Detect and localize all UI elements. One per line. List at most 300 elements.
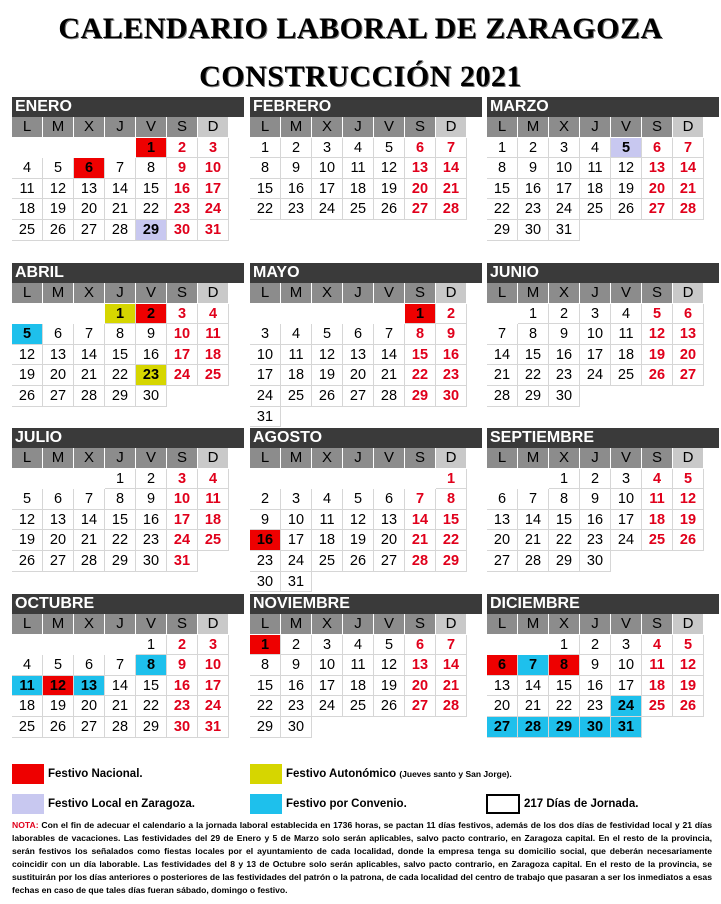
day-cell: 16 bbox=[167, 676, 198, 697]
day-cell: 28 bbox=[405, 551, 436, 572]
day-cell: 30 bbox=[580, 717, 611, 738]
day-cell: 1 bbox=[105, 469, 136, 490]
day-cell: 21 bbox=[436, 179, 467, 200]
day-cell: 8 bbox=[549, 655, 580, 676]
day-cell: 16 bbox=[136, 510, 167, 531]
legend-sublabel: (Jueves santo y San Jorge). bbox=[399, 769, 512, 779]
day-cell: 22 bbox=[136, 696, 167, 717]
weekday-header: S bbox=[405, 614, 436, 635]
day-cell: 7 bbox=[436, 138, 467, 159]
day-cell: 17 bbox=[250, 365, 281, 386]
weekday-header: J bbox=[343, 614, 374, 635]
day-cell: 13 bbox=[74, 179, 105, 200]
month-name: MAYO bbox=[250, 263, 482, 283]
weekday-header: S bbox=[167, 614, 198, 635]
weekday-header: X bbox=[74, 614, 105, 635]
day-cell: 18 bbox=[642, 676, 673, 697]
day-cell: 16 bbox=[250, 530, 281, 551]
weekday-header: V bbox=[611, 448, 642, 469]
month-agosto bbox=[250, 428, 482, 592]
weekday-header: J bbox=[580, 117, 611, 138]
weekday-header: S bbox=[405, 283, 436, 304]
day-cell: 14 bbox=[518, 510, 549, 531]
day-cell: 3 bbox=[198, 635, 229, 656]
day-cell: 1 bbox=[549, 635, 580, 656]
day-cell: 12 bbox=[43, 676, 74, 697]
day-cell: 5 bbox=[12, 324, 43, 345]
weekday-header: X bbox=[74, 117, 105, 138]
day-cell: 5 bbox=[43, 655, 74, 676]
month-days-grid bbox=[250, 117, 482, 220]
weekday-header: D bbox=[198, 283, 229, 304]
weekday-header: S bbox=[167, 283, 198, 304]
day-cell: 13 bbox=[374, 510, 405, 531]
empty-cell bbox=[250, 469, 281, 490]
legend-festivo-local bbox=[12, 794, 195, 814]
day-cell: 24 bbox=[250, 386, 281, 407]
empty-cell bbox=[374, 469, 405, 490]
day-cell: 4 bbox=[343, 138, 374, 159]
day-cell: 8 bbox=[405, 324, 436, 345]
day-cell: 29 bbox=[436, 551, 467, 572]
day-cell: 24 bbox=[312, 696, 343, 717]
month-days-grid bbox=[12, 283, 244, 407]
weekday-header: X bbox=[74, 283, 105, 304]
day-cell: 28 bbox=[673, 199, 704, 220]
day-cell: 9 bbox=[281, 655, 312, 676]
day-cell: 16 bbox=[518, 179, 549, 200]
day-cell: 17 bbox=[167, 510, 198, 531]
day-cell: 20 bbox=[405, 676, 436, 697]
day-cell: 16 bbox=[580, 510, 611, 531]
day-cell: 8 bbox=[105, 324, 136, 345]
day-cell: 6 bbox=[74, 158, 105, 179]
empty-cell bbox=[281, 469, 312, 490]
day-cell: 19 bbox=[611, 179, 642, 200]
day-cell: 19 bbox=[312, 365, 343, 386]
festivo-convenio-swatch bbox=[250, 794, 282, 814]
day-cell: 12 bbox=[43, 179, 74, 200]
day-cell: 28 bbox=[74, 386, 105, 407]
day-cell: 14 bbox=[74, 510, 105, 531]
month-name: AGOSTO bbox=[250, 428, 482, 448]
day-cell: 19 bbox=[43, 199, 74, 220]
day-cell: 25 bbox=[642, 696, 673, 717]
weekday-header: D bbox=[436, 614, 467, 635]
day-cell: 22 bbox=[549, 530, 580, 551]
day-cell: 14 bbox=[74, 345, 105, 366]
month-days-grid bbox=[487, 448, 719, 572]
day-cell: 10 bbox=[198, 158, 229, 179]
day-cell: 16 bbox=[136, 345, 167, 366]
day-cell: 5 bbox=[343, 489, 374, 510]
day-cell: 26 bbox=[12, 386, 43, 407]
day-cell: 9 bbox=[167, 655, 198, 676]
day-cell: 25 bbox=[12, 220, 43, 241]
day-cell: 7 bbox=[487, 324, 518, 345]
day-cell: 5 bbox=[673, 635, 704, 656]
weekday-header: M bbox=[518, 614, 549, 635]
day-cell: 2 bbox=[281, 138, 312, 159]
day-cell: 17 bbox=[611, 676, 642, 697]
day-cell: 24 bbox=[611, 696, 642, 717]
day-cell: 10 bbox=[549, 158, 580, 179]
day-cell: 8 bbox=[136, 158, 167, 179]
day-cell: 10 bbox=[312, 655, 343, 676]
weekday-header: L bbox=[487, 614, 518, 635]
day-cell: 29 bbox=[136, 717, 167, 738]
day-cell: 3 bbox=[312, 635, 343, 656]
empty-cell bbox=[487, 635, 518, 656]
day-cell: 7 bbox=[673, 138, 704, 159]
footnote-text: Con el fin de adecuar el calendario a la jornada laboral establecida en 1736 horas, se pactan 11 días festivos, además de los dos días de festividad local y 21 días laborables de vacaciones. Las festividades del 29 de Enero y 5 de Marzo solo serán aplicables, salvo pacto contrario, en Zaragoza capital. En el resto de la provincia, serán festivos los señalados como fiestas locales por el ayuntamiento de cada localidad, donde la empresa tenga su domicilio social, que deberán necesariamente coincidir con un día laborable. Las festividades del 8 y 13 de Octubre solo serán aplicables, salvo pacto contrario, en Zaragoza capital. En el resto de la provincia, se sustituirán por los días anteriores o posteriores de las festividades del patrón o la patrona, de cada localidad del centro de trabajo que pasaran a ser los inmediatos a esas fechas en caso de que tales días fueran sábado, domingo o festivo. bbox=[12, 820, 712, 895]
day-cell: 16 bbox=[436, 345, 467, 366]
day-cell: 19 bbox=[673, 676, 704, 697]
day-cell: 9 bbox=[136, 489, 167, 510]
day-cell: 22 bbox=[250, 199, 281, 220]
day-cell: 1 bbox=[518, 304, 549, 325]
day-cell: 3 bbox=[611, 635, 642, 656]
day-cell: 4 bbox=[642, 635, 673, 656]
day-cell: 16 bbox=[167, 179, 198, 200]
day-cell: 2 bbox=[436, 304, 467, 325]
day-cell: 8 bbox=[250, 655, 281, 676]
day-cell: 31 bbox=[250, 407, 281, 428]
day-cell: 13 bbox=[487, 676, 518, 697]
day-cell: 1 bbox=[250, 138, 281, 159]
day-cell: 18 bbox=[12, 199, 43, 220]
day-cell: 6 bbox=[642, 138, 673, 159]
day-cell: 13 bbox=[74, 676, 105, 697]
day-cell: 27 bbox=[405, 696, 436, 717]
day-cell: 25 bbox=[611, 365, 642, 386]
empty-cell bbox=[12, 304, 43, 325]
day-cell: 23 bbox=[281, 696, 312, 717]
day-cell: 12 bbox=[611, 158, 642, 179]
month-marzo bbox=[487, 97, 719, 241]
day-cell: 24 bbox=[198, 696, 229, 717]
day-cell: 25 bbox=[343, 696, 374, 717]
weekday-header: M bbox=[43, 614, 74, 635]
day-cell: 30 bbox=[250, 572, 281, 593]
legend-festivo-convenio bbox=[250, 794, 407, 814]
page-subtitle: CONSTRUCCIÓN 2021 bbox=[199, 60, 522, 93]
day-cell: 30 bbox=[580, 551, 611, 572]
day-cell: 9 bbox=[549, 324, 580, 345]
day-cell: 5 bbox=[43, 158, 74, 179]
day-cell: 25 bbox=[642, 530, 673, 551]
day-cell: 7 bbox=[105, 655, 136, 676]
weekday-header: M bbox=[518, 448, 549, 469]
empty-cell bbox=[518, 635, 549, 656]
weekday-header: X bbox=[312, 448, 343, 469]
day-cell: 23 bbox=[580, 530, 611, 551]
weekday-header: L bbox=[250, 448, 281, 469]
day-cell: 13 bbox=[343, 345, 374, 366]
weekday-header: X bbox=[549, 448, 580, 469]
day-cell: 26 bbox=[374, 199, 405, 220]
empty-cell bbox=[43, 138, 74, 159]
day-cell: 22 bbox=[250, 696, 281, 717]
day-cell: 4 bbox=[198, 469, 229, 490]
day-cell: 14 bbox=[518, 676, 549, 697]
empty-cell bbox=[12, 635, 43, 656]
day-cell: 3 bbox=[580, 304, 611, 325]
day-cell: 4 bbox=[580, 138, 611, 159]
day-cell: 26 bbox=[374, 696, 405, 717]
empty-cell bbox=[74, 635, 105, 656]
day-cell: 22 bbox=[549, 696, 580, 717]
day-cell: 10 bbox=[611, 489, 642, 510]
weekday-header: D bbox=[673, 117, 704, 138]
weekday-header: D bbox=[673, 448, 704, 469]
empty-cell bbox=[250, 304, 281, 325]
day-cell: 24 bbox=[198, 199, 229, 220]
empty-cell bbox=[343, 469, 374, 490]
day-cell: 13 bbox=[642, 158, 673, 179]
day-cell: 18 bbox=[343, 676, 374, 697]
legend-label: Festivo por Convenio. bbox=[286, 798, 407, 810]
day-cell: 7 bbox=[374, 324, 405, 345]
empty-cell bbox=[43, 635, 74, 656]
day-cell: 14 bbox=[374, 345, 405, 366]
weekday-header: J bbox=[105, 117, 136, 138]
day-cell: 19 bbox=[374, 179, 405, 200]
day-cell: 30 bbox=[167, 220, 198, 241]
weekday-header: D bbox=[436, 283, 467, 304]
legend-label: 217 Días de Jornada. bbox=[524, 798, 639, 810]
day-cell: 7 bbox=[436, 635, 467, 656]
day-cell: 23 bbox=[580, 696, 611, 717]
day-cell: 31 bbox=[281, 572, 312, 593]
weekday-header: L bbox=[12, 614, 43, 635]
month-name: JULIO bbox=[12, 428, 244, 448]
day-cell: 14 bbox=[436, 158, 467, 179]
day-cell: 19 bbox=[12, 365, 43, 386]
empty-cell bbox=[374, 304, 405, 325]
empty-cell bbox=[281, 304, 312, 325]
day-cell: 5 bbox=[642, 304, 673, 325]
month-name: FEBRERO bbox=[250, 97, 482, 117]
day-cell: 16 bbox=[549, 345, 580, 366]
day-cell: 7 bbox=[518, 655, 549, 676]
day-cell: 6 bbox=[673, 304, 704, 325]
weekday-header: L bbox=[12, 283, 43, 304]
weekday-header: V bbox=[136, 117, 167, 138]
weekday-header: J bbox=[580, 448, 611, 469]
day-cell: 18 bbox=[281, 365, 312, 386]
day-cell: 23 bbox=[549, 365, 580, 386]
day-cell: 18 bbox=[611, 345, 642, 366]
day-cell: 31 bbox=[549, 220, 580, 241]
day-cell: 16 bbox=[580, 676, 611, 697]
day-cell: 27 bbox=[74, 717, 105, 738]
day-cell: 3 bbox=[167, 304, 198, 325]
day-cell: 28 bbox=[374, 386, 405, 407]
day-cell: 23 bbox=[136, 365, 167, 386]
day-cell: 15 bbox=[518, 345, 549, 366]
day-cell: 30 bbox=[518, 220, 549, 241]
day-cell: 5 bbox=[673, 469, 704, 490]
day-cell: 9 bbox=[436, 324, 467, 345]
day-cell: 4 bbox=[281, 324, 312, 345]
day-cell: 15 bbox=[549, 676, 580, 697]
day-cell: 15 bbox=[405, 345, 436, 366]
day-cell: 10 bbox=[281, 510, 312, 531]
weekday-header: M bbox=[43, 448, 74, 469]
weekday-header: X bbox=[74, 448, 105, 469]
empty-cell bbox=[12, 138, 43, 159]
empty-cell bbox=[405, 469, 436, 490]
day-cell: 11 bbox=[642, 655, 673, 676]
weekday-header: X bbox=[312, 283, 343, 304]
weekday-header: D bbox=[198, 117, 229, 138]
weekday-header: S bbox=[642, 448, 673, 469]
day-cell: 30 bbox=[136, 386, 167, 407]
day-cell: 3 bbox=[611, 469, 642, 490]
day-cell: 15 bbox=[436, 510, 467, 531]
day-cell: 12 bbox=[312, 345, 343, 366]
day-cell: 20 bbox=[374, 530, 405, 551]
day-cell: 4 bbox=[12, 158, 43, 179]
day-cell: 17 bbox=[198, 179, 229, 200]
day-cell: 22 bbox=[487, 199, 518, 220]
day-cell: 17 bbox=[580, 345, 611, 366]
day-cell: 11 bbox=[198, 324, 229, 345]
weekday-header: J bbox=[105, 614, 136, 635]
day-cell: 23 bbox=[167, 696, 198, 717]
month-days-grid bbox=[12, 448, 244, 572]
weekday-header: S bbox=[167, 117, 198, 138]
day-cell: 25 bbox=[312, 551, 343, 572]
day-cell: 2 bbox=[518, 138, 549, 159]
day-cell: 20 bbox=[405, 179, 436, 200]
day-cell: 10 bbox=[250, 345, 281, 366]
day-cell: 21 bbox=[105, 696, 136, 717]
day-cell: 21 bbox=[673, 179, 704, 200]
day-cell: 20 bbox=[43, 530, 74, 551]
legend-label: Festivo Local en Zaragoza. bbox=[48, 798, 195, 810]
day-cell: 24 bbox=[580, 365, 611, 386]
empty-cell bbox=[105, 138, 136, 159]
day-cell: 6 bbox=[405, 635, 436, 656]
day-cell: 15 bbox=[250, 676, 281, 697]
day-cell: 18 bbox=[312, 530, 343, 551]
day-cell: 9 bbox=[250, 510, 281, 531]
month-days-grid bbox=[487, 614, 719, 738]
day-cell: 23 bbox=[518, 199, 549, 220]
day-cell: 21 bbox=[436, 676, 467, 697]
day-cell: 22 bbox=[405, 365, 436, 386]
weekday-header: J bbox=[580, 283, 611, 304]
weekday-header: M bbox=[281, 614, 312, 635]
weekday-header: S bbox=[642, 117, 673, 138]
weekday-header: M bbox=[518, 117, 549, 138]
day-cell: 1 bbox=[136, 138, 167, 159]
day-cell: 4 bbox=[12, 655, 43, 676]
day-cell: 30 bbox=[436, 386, 467, 407]
day-cell: 2 bbox=[136, 469, 167, 490]
day-cell: 13 bbox=[487, 510, 518, 531]
day-cell: 15 bbox=[105, 345, 136, 366]
month-septiembre bbox=[487, 428, 719, 572]
day-cell: 27 bbox=[673, 365, 704, 386]
weekday-header: X bbox=[312, 614, 343, 635]
day-cell: 18 bbox=[198, 510, 229, 531]
festivo-nacional-swatch bbox=[12, 764, 44, 784]
day-cell: 22 bbox=[136, 199, 167, 220]
day-cell: 9 bbox=[580, 655, 611, 676]
day-cell: 3 bbox=[198, 138, 229, 159]
day-cell: 24 bbox=[167, 365, 198, 386]
day-cell: 2 bbox=[580, 635, 611, 656]
day-cell: 14 bbox=[105, 179, 136, 200]
weekday-header: L bbox=[12, 117, 43, 138]
day-cell: 25 bbox=[12, 717, 43, 738]
day-cell: 21 bbox=[105, 199, 136, 220]
weekday-header: D bbox=[673, 283, 704, 304]
empty-cell bbox=[105, 635, 136, 656]
day-cell: 8 bbox=[549, 489, 580, 510]
month-days-grid bbox=[12, 614, 244, 738]
day-cell: 30 bbox=[549, 386, 580, 407]
day-cell: 31 bbox=[198, 220, 229, 241]
month-name: OCTUBRE bbox=[12, 594, 244, 614]
weekday-header: X bbox=[549, 117, 580, 138]
day-cell: 15 bbox=[250, 179, 281, 200]
empty-cell bbox=[312, 304, 343, 325]
month-days-grid bbox=[250, 614, 482, 738]
weekday-header: L bbox=[250, 614, 281, 635]
day-cell: 6 bbox=[43, 324, 74, 345]
day-cell: 29 bbox=[136, 220, 167, 241]
day-cell: 4 bbox=[312, 489, 343, 510]
day-cell: 12 bbox=[374, 655, 405, 676]
weekday-header: S bbox=[642, 614, 673, 635]
page-title: CALENDARIO LABORAL DE ZARAGOZA bbox=[58, 12, 663, 45]
empty-cell bbox=[487, 304, 518, 325]
day-cell: 1 bbox=[487, 138, 518, 159]
month-name: ABRIL bbox=[12, 263, 244, 283]
day-cell: 25 bbox=[580, 199, 611, 220]
day-cell: 21 bbox=[518, 530, 549, 551]
day-cell: 1 bbox=[549, 469, 580, 490]
day-cell: 17 bbox=[611, 510, 642, 531]
day-cell: 21 bbox=[405, 530, 436, 551]
weekday-header: S bbox=[405, 448, 436, 469]
weekday-header: V bbox=[611, 117, 642, 138]
day-cell: 18 bbox=[343, 179, 374, 200]
weekday-header: L bbox=[250, 283, 281, 304]
day-cell: 6 bbox=[374, 489, 405, 510]
day-cell: 25 bbox=[198, 365, 229, 386]
day-cell: 28 bbox=[436, 199, 467, 220]
day-cell: 6 bbox=[487, 489, 518, 510]
month-days-grid bbox=[487, 283, 719, 407]
day-cell: 3 bbox=[549, 138, 580, 159]
day-cell: 21 bbox=[487, 365, 518, 386]
month-days-grid bbox=[12, 117, 244, 241]
day-cell: 10 bbox=[312, 158, 343, 179]
day-cell: 28 bbox=[105, 717, 136, 738]
weekday-header: L bbox=[487, 117, 518, 138]
day-cell: 11 bbox=[343, 655, 374, 676]
day-cell: 20 bbox=[487, 696, 518, 717]
day-cell: 11 bbox=[611, 324, 642, 345]
month-name: DICIEMBRE bbox=[487, 594, 719, 614]
day-cell: 5 bbox=[374, 635, 405, 656]
empty-cell bbox=[43, 469, 74, 490]
